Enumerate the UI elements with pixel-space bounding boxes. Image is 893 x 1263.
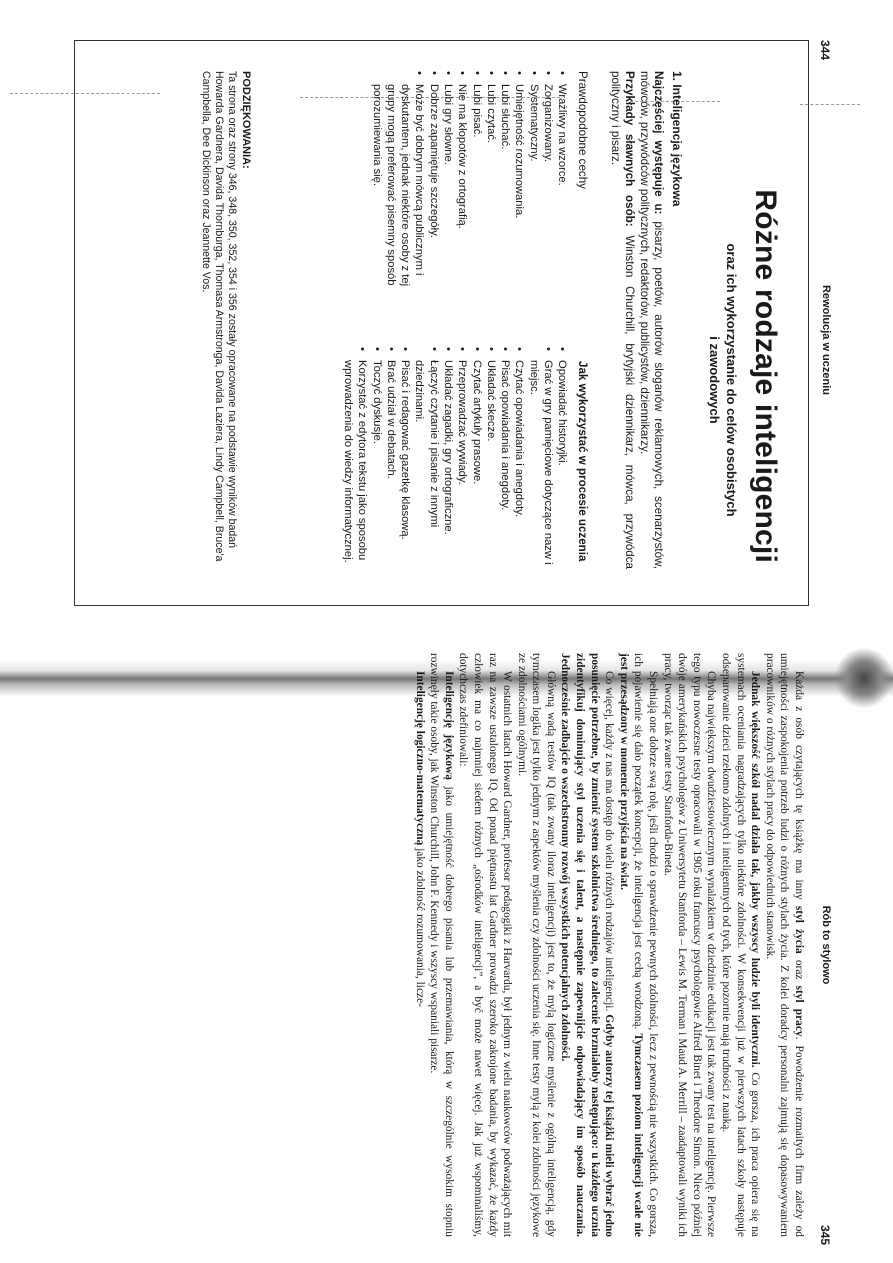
body-paragraph	[456, 653, 514, 1237]
examples-paragraph	[607, 71, 636, 569]
text-run: W ostatnich latach Howard Gardner, profesor pedagogiki z Harvardu, był jednym z wielu naukowców podważających mit raz na zawsze ustalonego IQ. Od ponad piętnastu lat Gardner prowadzi szeroko zakrojone badania, by wykazać, że każdy człowiek ma co najmniej siedem różnych „ośrodków inteligencji”, a być może nawet więcej. Jak już wspominaliśmy, dotychczas zdefiniowali:	[457, 653, 514, 1237]
book-edge-shadow	[835, 648, 893, 708]
occurs-text: pisarzy, poetów, autorów sloganów reklamowych, scenarzystów, mówców, przywódców politycznych, redaktorów, publicystów, dziennikarzy.	[637, 71, 665, 569]
use-item: • Łączyć czytanie i pisanie z innymi dziedzinami.	[412, 347, 441, 567]
use-item: • Opowiadać historyjki.	[555, 347, 569, 567]
box-subtitle-line: oraz ich wykorzystanie do celów osobistych	[724, 243, 739, 517]
use-item: • Grać w gry pamięciowe dotyczące nazw i miejsc.	[526, 347, 555, 567]
box-subtitle	[706, 231, 740, 529]
uses-column	[341, 347, 570, 567]
text-run: Co więcej, każdy z nas ma dostęp do wielu różnych rodzajów inteligencji.	[603, 671, 616, 1015]
bold-run: Tymczasem poziom inteligencji wcale nie jest przesądzony w momencie przyjścia na świat.	[617, 653, 645, 1237]
acknowledgements-title: PODZIĘKOWANIA:	[240, 71, 252, 169]
use-item: • Czytać opowiadania i anegdoty.	[512, 347, 526, 567]
traits-column	[341, 71, 570, 301]
text-run: jako zdolność rozumowania, licze-	[413, 845, 426, 1007]
trait-item: • Lubi gry słowne.	[441, 71, 455, 301]
trait-item: • Wrażliwy na wzorce.	[555, 71, 569, 301]
use-item: • Brać udział w debatach.	[384, 347, 398, 567]
use-item: • Toczyć dyskusje.	[369, 347, 383, 567]
bold-run: styl życia	[793, 905, 805, 954]
page-344	[12, 40, 832, 640]
bold-run: Jednak większość szkół nadal działa tak, jakby wszyscy ludzie byli identyczni.	[749, 671, 762, 1068]
use-item: • Czytać artykuły prasowe.	[469, 347, 483, 567]
page-345	[12, 645, 832, 1245]
use-item: • Układać zagadki, gry ortograficzne.	[441, 347, 455, 567]
page-number: 344	[818, 40, 832, 61]
uses-heading: Jak wykorzystać w procesie uczenia	[576, 361, 590, 562]
trait-item: • Lubi słuchać.	[498, 71, 512, 301]
uses-list	[341, 347, 570, 567]
trait-item: • Umiejętność rozumowania.	[512, 71, 526, 301]
box-title: Różne rodzaje inteligencji	[749, 189, 782, 563]
body-text	[412, 653, 806, 1237]
body-paragraph	[558, 653, 616, 1237]
trait-item: • Zorganizowany.	[541, 71, 555, 301]
two-columns	[341, 71, 570, 569]
use-item: • Pisać i redagować gazetkę klasową.	[398, 347, 412, 567]
bold-run: Inteligencję logiczno-matematyczną	[413, 671, 426, 846]
acknowledgements-text: Ta strona oraz strony 346, 348, 350, 352, 354 i 356 zostały opracowane na podstawie wyników badań Howarda Gardnera, Davida Thornburga, Thomasa Armstronga, Davida Laziera, Lindy Campbell, Bruce'a Campbella, Dee Dickinson oraz Jeannette Vos.	[200, 71, 238, 562]
occurs-label: Najczęściej występuje u:	[652, 71, 665, 215]
trait-item: • Systematyczny.	[526, 71, 540, 301]
bold-run: Gdyby autorzy tej książki mieli wybrać jedno posunięcie potrzebne, by zmienić system szkolnictwa średniego, to zalecenie brzmiałoby następująco: u każdego ucznia zidentyfikuj dominujący styl uczenia się i talent, a następnie zapewnij​cie odpowiadający im sposób nauczania. Jednocześnie zadbajcie o wszechstronny rozwój wszystkich potencjalnych zdolności.	[559, 653, 616, 1237]
trait-item: • Dobrze zapamiętuje szczegóły.	[426, 71, 440, 301]
trait-item: • Może być dobrym mówcą publicznym i dyskutantem, jednak niektóre osoby z tej grupy mogą preferować pisemny sposób porozumiewania się.	[369, 71, 426, 301]
body-paragraph	[412, 653, 427, 1237]
use-item: • Przeprowadzać wywiady.	[455, 347, 469, 567]
traits-list	[369, 71, 569, 301]
examples-text: Winston Churchill, brytyjski dziennikarz, mówca, przywódca polityczny i pisarz.	[608, 71, 637, 570]
running-title: Rób to stylowo	[820, 905, 832, 985]
columns-heading	[575, 71, 589, 569]
body-paragraph	[762, 653, 806, 1237]
occurs-paragraph	[636, 71, 665, 569]
bold-run: styl pracy	[793, 985, 805, 1037]
acknowledgements	[199, 71, 252, 565]
body-paragraph	[616, 653, 660, 1237]
text-run: oraz	[793, 953, 805, 986]
text-run: jako umiejętność dobrego pisania lub przemawiania, którą w szczególnie wysokim stopniu rozwinęły takie osoby, jak Winston Churchill, John F. Kennedy i wszyscy wspaniali pisarze.	[428, 653, 455, 1237]
text-run: Każda z osób czytających tę książkę ma inny	[793, 671, 805, 906]
text-run: Główną wadą testów IQ (tak zwany iloraz inteligencji) jest to, że mylą logiczne myślenie z ogólną inteligencją, gdy tymczasem logika jest tylko jednym z aspektów myślenia czy zdolności uczenia się. Inne testy mylą z kolei zdolności językowe ze zdolnościami ogólnymi.	[515, 653, 557, 1237]
text-run: Chyba największym dwudziestowiecznym wynalazkiem w dziedzinie edukacji jest tak zwany test na inteligencję. Pierwsze tego typu nowoczesne testy opracowali w 1905 roku francuscy psychologowie Alfred Binet i Theodore Simon. Nieco później dwóje amerykańskich psychologów z Uniwersytetu Stanforda – Lewis M. Terman i Maud A. Merrill – zaadaptowali wyniki ich pracy, tworząc tak zwane testy Stanforda-Bineta.	[661, 653, 718, 1237]
use-item: • Pisać opowiadania i anegdoty.	[498, 347, 512, 567]
bold-run: Inteligencję językową	[442, 671, 455, 780]
text-run: Co gorsza, ich praca opiera się na systemach oceniania nagradzających tylko niektóre zdolności. W konsekwencji już w pierwszych latach szkoły następuje odseparowanie dzieci rzekomo zdolnych i inteligentnych od tych, które pozornie mają trudności z nauką.	[720, 653, 762, 1237]
body-paragraph	[514, 653, 558, 1237]
use-item: • Korzystać z edytora tekstu jako sposobu wprowadzenia do wiedzy informatycznej.	[341, 347, 370, 567]
trait-item: • Nie ma kłopotów z ortografią.	[455, 71, 469, 301]
section-title: 1. Inteligencja językowa	[670, 71, 684, 207]
use-item: • Układać skecze.	[484, 347, 498, 567]
body-paragraph	[427, 653, 456, 1237]
page-number: 345	[818, 1224, 832, 1245]
text-run: . Powodzenie rozmaitych firm zależy od umiejętności zaspokojenia potrzeb ludzi o różnych stylach życia. Z kolei doradcy personalni zajmują się dopasowywaniem pracowników o różnych stylach pracy do odpowiednich stanowisk.	[763, 653, 805, 1237]
running-header	[816, 645, 832, 1245]
traits-heading: Prawdopodobne cechy	[576, 71, 590, 189]
examples-label: Przykłady sławnych osób:	[623, 71, 637, 227]
body-paragraph	[718, 653, 762, 1237]
running-title: Rewolucja w uczeniu	[820, 284, 832, 396]
body-paragraph	[660, 653, 718, 1237]
trait-item: • Lubi czytać.	[484, 71, 498, 301]
trait-item: • Lubi pisać.	[469, 71, 483, 301]
running-header	[816, 40, 832, 640]
box-subtitle-line: i zawodowych	[707, 336, 722, 424]
intelligence-box	[74, 40, 809, 606]
text-run: Spełniają one dobrze swą rolę, jeśli chodzi o sprawdzenie pewnych zdolności, lecz z pewnością nie wszystkich. Co gorsza, ich pojawienie się dało początek koncepcji, że inteligencja jest cechą wrodzoną.	[632, 653, 660, 1237]
